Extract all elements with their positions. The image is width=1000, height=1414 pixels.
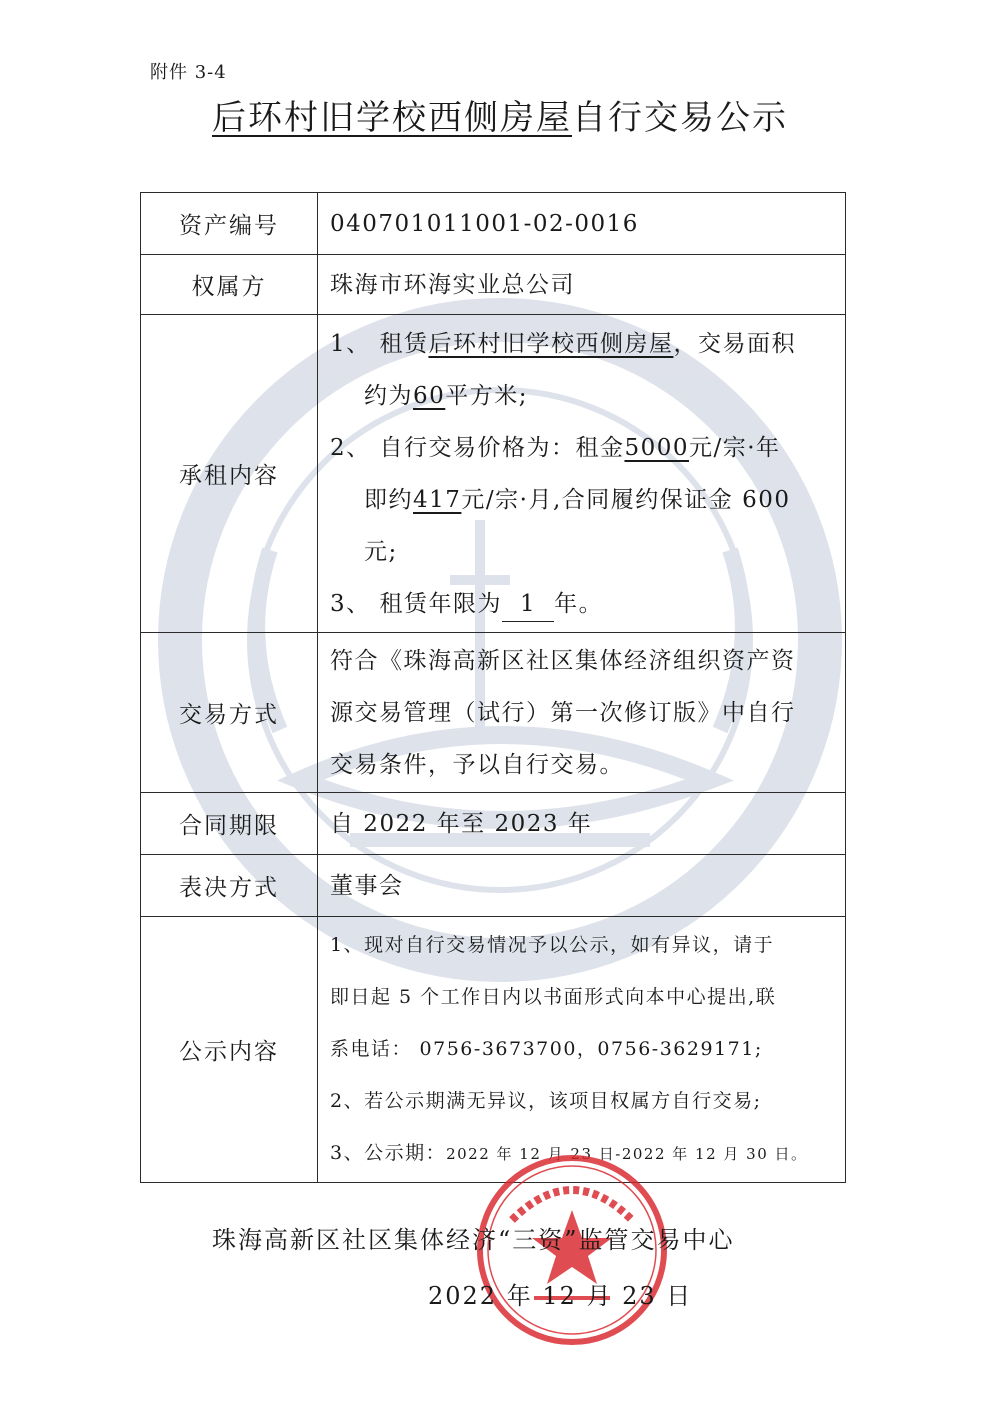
vote-value: 董事会 (318, 855, 846, 917)
term-label: 合同期限 (141, 793, 318, 855)
lease-item-2: 2、 自行交易价格为：租金5000元/宗·年 (330, 434, 781, 461)
lease-area: 60 (413, 382, 446, 409)
lease-place: 后环村旧学校西侧房屋 (428, 330, 674, 357)
owner-value: 珠海市环海实业总公司 (318, 255, 846, 315)
table-row (141, 855, 846, 917)
notice-period: 2022 年 12 月 23 日-2022 年 12 月 30 日。 (446, 1145, 808, 1163)
lease-item-2b: 即约417元/宗·月,合同履约保证金 600 (364, 486, 791, 513)
table-row (141, 633, 846, 793)
title-subject: 后环村旧学校西侧房屋 (212, 98, 572, 138)
info-table (140, 192, 846, 1183)
table-row (141, 793, 846, 855)
table-row (141, 917, 846, 1183)
vote-label: 表决方式 (141, 855, 318, 917)
page-title (0, 90, 1000, 139)
lease-monthly: 417 (413, 486, 462, 513)
lease-content (318, 315, 846, 633)
asset-no-label: 资产编号 (141, 193, 318, 255)
table-row (141, 193, 846, 255)
lease-rent: 5000 (624, 434, 689, 461)
method-content: 符合《珠海高新区社区集体经济组织资产资 源交易管理（试行）第一次修订版》中自行 交易条件，予以自行交易。 (318, 633, 846, 793)
owner-label: 权属方 (141, 255, 318, 315)
issue-date: 2022 年 12 月 23 日 (428, 1282, 693, 1310)
title-rest: 自行交易公示 (572, 98, 788, 138)
table-row (141, 315, 846, 633)
lease-years: 1 (502, 587, 554, 622)
method-label: 交易方式 (141, 633, 318, 793)
asset-no-value: 040701011001-02-0016 (318, 193, 846, 255)
lease-item-1: 1、 租赁后环村旧学校西侧房屋，交易面积 (330, 330, 796, 357)
notice-label: 公示内容 (141, 917, 318, 1183)
annex-label: 附件 3-4 (150, 62, 227, 83)
notice-content: 1、现对自行交易情况予以公示，如有异议，请于 即日起 5 个工作日内以书面形式向本中心提出,联 系电话： 0756-3673700，0756-3629171; 2、若公示期满无异议，该项目权属方自行交易; 3、公示期：2022 年 12 月 23 日-2022 年 12 月 30 日。 (318, 917, 846, 1183)
lease-item-3: 3、 租赁年限为 1 年。 (330, 578, 831, 630)
lease-item-1b: 约为60平方米; (364, 382, 529, 409)
term-value: 自 2022 年至 2023 年 (318, 793, 846, 855)
issuer-name: 珠海高新区社区集体经济“三资”监管交易中心 (212, 1226, 735, 1254)
table-row (141, 255, 846, 315)
lease-item-2c: 元; (364, 538, 398, 565)
lease-label: 承租内容 (141, 315, 318, 633)
